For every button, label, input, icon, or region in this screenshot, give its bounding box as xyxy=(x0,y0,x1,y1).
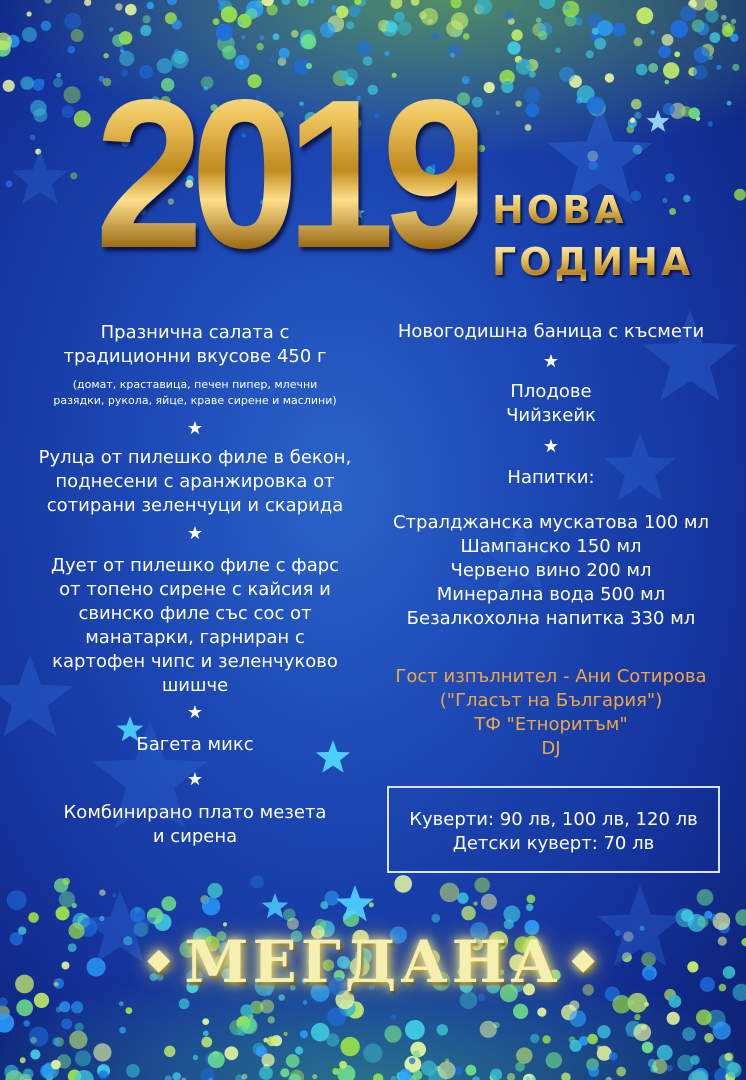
note-text: (домат, краставица, печен пипер, млечни xyxy=(72,378,318,391)
star-separator-icon: ★ xyxy=(542,351,560,372)
restaurant-logo xyxy=(0,928,746,996)
drink-item: Безалкохолна напитка 330 мл xyxy=(406,608,696,629)
guest-performers xyxy=(372,665,730,761)
drink-item: Минерална вода 500 мл xyxy=(436,584,666,605)
star-separator-icon: ★ xyxy=(186,523,204,544)
drink-item: Шампанско 150 мл xyxy=(460,536,642,557)
menu-text: Дует от пилешко филе с фарс xyxy=(50,555,340,576)
price-text: Куверти: 90 лв, 100 лв, 120 лв xyxy=(409,809,698,830)
menu-text: и сирена xyxy=(152,826,238,847)
drinks-title: Напитки: xyxy=(507,467,595,488)
brand-name: МЕГДАНА xyxy=(184,928,562,996)
price-text: Детски куверт: 70 лв xyxy=(452,833,655,854)
menu-text: манатарки, гарниран с xyxy=(85,627,305,648)
menu-text: Чийзкейк xyxy=(506,405,596,426)
star-separator-icon: ★ xyxy=(186,702,204,723)
menu-item-platter xyxy=(20,801,370,849)
guest-text: ТФ "Етноритъм" xyxy=(474,714,628,735)
menu-text: картофен чипс и зеленчуково xyxy=(52,651,338,672)
guest-text: DJ xyxy=(541,738,561,759)
star-separator-icon: ★ xyxy=(542,436,560,457)
star-separator-icon: ★ xyxy=(186,418,204,439)
year-title: 2019 xyxy=(95,55,478,292)
diamond-ornament-icon: ◆ xyxy=(571,941,599,977)
price-box xyxy=(387,786,720,873)
menu-item-duo xyxy=(20,554,370,698)
menu-item-salad xyxy=(20,321,370,369)
menu-text: от топено сирене с кайсия и xyxy=(59,579,331,600)
menu-item-banitsa: Новогодишна баница с късмети xyxy=(397,321,705,342)
menu-text: сотирани зеленчуци и скарида xyxy=(46,495,344,516)
menu-text: Комбинирано плато мезета xyxy=(63,802,327,823)
drink-item: Червено вино 200 мл xyxy=(450,560,652,581)
drinks-list xyxy=(372,511,730,631)
menu-text: шишче xyxy=(161,675,229,696)
new-year-label-line1: НОВА xyxy=(492,188,627,232)
drink-item: Стралджанска мускатова 100 мл xyxy=(392,512,710,533)
menu-text: поднесени с аранжировка от xyxy=(55,471,335,492)
salad-note xyxy=(20,377,370,409)
diamond-ornament-icon: ◆ xyxy=(147,941,175,977)
menu-item-rolls xyxy=(20,446,370,518)
menu-text: Рулца от пилешко филе в бекон, xyxy=(38,447,352,468)
new-year-label-line2: ГОДИНА xyxy=(492,240,694,284)
guest-text: ("Гласът на България") xyxy=(439,690,663,711)
note-text: разядки, рукола, яйце, краве сирене и маслини) xyxy=(53,394,337,407)
menu-text: традиционни вкусове 450 г xyxy=(63,346,327,367)
menu-text: свинско филе със сос от xyxy=(78,603,312,624)
guest-text: Гост изпълнител - Ани Сотирова xyxy=(395,666,707,687)
menu-item-baguette: Багета микс xyxy=(136,734,254,755)
menu-text: Празнична салата с xyxy=(100,322,290,343)
star-separator-icon: ★ xyxy=(186,769,204,790)
menu-item-desserts xyxy=(372,380,730,428)
menu-text: Плодове xyxy=(510,381,592,402)
